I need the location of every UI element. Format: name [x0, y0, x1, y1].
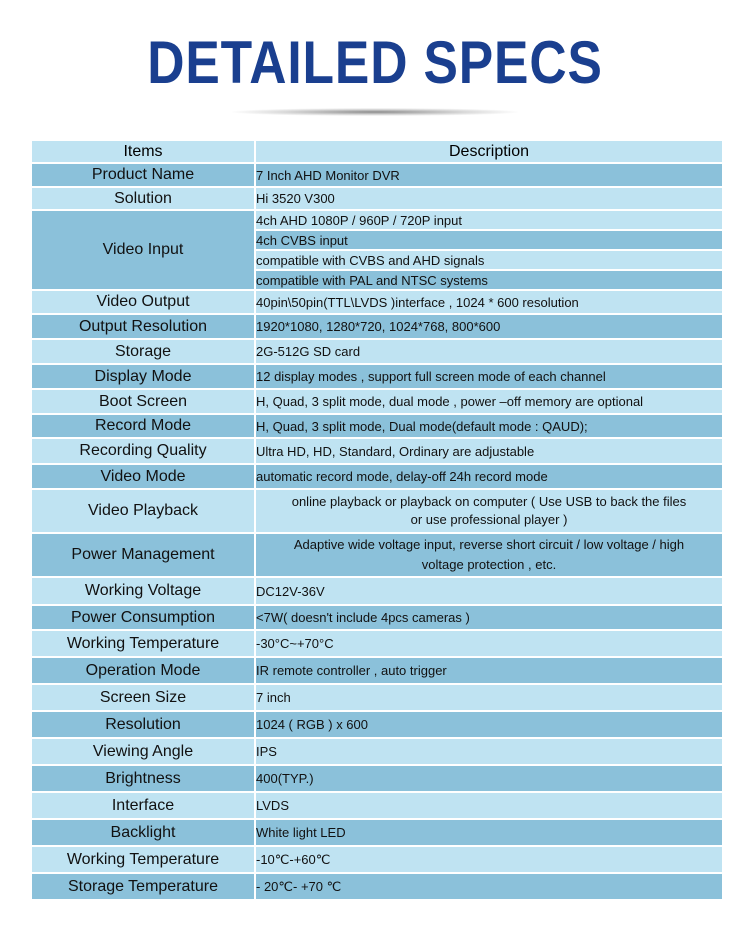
spec-value-line: Adaptive wide voltage input, reverse short circuit / low voltage / high — [293, 537, 685, 552]
spec-value: 4ch AHD 1080P / 960P / 720P input — [255, 210, 723, 230]
spec-value: 7 inch — [255, 684, 723, 711]
spec-value-line: voltage protection , etc. — [421, 557, 557, 572]
table-row — [31, 657, 723, 684]
spec-value: 1024 ( RGB ) x 600 — [255, 711, 723, 738]
table-row — [31, 792, 723, 819]
spec-value: LVDS — [255, 792, 723, 819]
spec-label: Product Name — [31, 163, 255, 187]
spec-label: Storage Temperature — [31, 873, 255, 900]
table-row — [31, 438, 723, 464]
spec-label: Interface — [31, 792, 255, 819]
table-row — [31, 210, 723, 230]
spec-label: Storage — [31, 339, 255, 364]
table-row — [31, 873, 723, 900]
table-row — [31, 630, 723, 657]
spec-label: Solution — [31, 187, 255, 210]
specs-table — [30, 139, 724, 901]
spec-label: Video Input — [31, 210, 255, 290]
spec-label: Boot Screen — [31, 389, 255, 414]
spec-label: Video Playback — [31, 489, 255, 533]
spec-value: compatible with PAL and NTSC systems — [255, 270, 723, 290]
spec-label: Backlight — [31, 819, 255, 846]
spec-label: Operation Mode — [31, 657, 255, 684]
table-row — [31, 489, 723, 533]
table-row — [31, 605, 723, 630]
table-row — [31, 389, 723, 414]
spec-value: 7 Inch AHD Monitor DVR — [255, 163, 723, 187]
spec-label: Screen Size — [31, 684, 255, 711]
table-row — [31, 364, 723, 389]
spec-value: Ultra HD, HD, Standard, Ordinary are adjustable — [255, 438, 723, 464]
spec-value: 1920*1080, 1280*720, 1024*768, 800*600 — [255, 314, 723, 339]
page-title: DETAILED SPECS — [147, 29, 603, 96]
spec-label: Record Mode — [31, 414, 255, 438]
table-row — [31, 577, 723, 605]
header-description: Description — [255, 140, 723, 163]
spec-label: Working Voltage — [31, 577, 255, 605]
table-row — [31, 738, 723, 765]
spec-value: <7W( doesn't include 4pcs cameras ) — [255, 605, 723, 630]
table-row — [31, 711, 723, 738]
spec-label: Power Consumption — [31, 605, 255, 630]
table-row — [31, 163, 723, 187]
spec-value: Hi 3520 V300 — [255, 187, 723, 210]
spec-value: H, Quad, 3 split mode, Dual mode(default mode : QAUD); — [255, 414, 723, 438]
spec-label: Resolution — [31, 711, 255, 738]
table-row — [31, 290, 723, 314]
spec-label: Working Temperature — [31, 630, 255, 657]
spec-value: White light LED — [255, 819, 723, 846]
spec-value: IR remote controller , auto trigger — [255, 657, 723, 684]
spec-label: Recording Quality — [31, 438, 255, 464]
spec-value-line: or use professional player ) — [410, 512, 568, 527]
spec-label: Video Mode — [31, 464, 255, 489]
spec-value: 2G-512G SD card — [255, 339, 723, 364]
spec-label: Power Management — [31, 533, 255, 577]
table-row — [31, 533, 723, 577]
title-underline-shadow — [232, 108, 518, 116]
spec-value-line: online playback or playback on computer ( Use USB to back the files — [291, 494, 687, 509]
spec-value: 12 display modes , support full screen mode of each channel — [255, 364, 723, 389]
spec-value: H, Quad, 3 split mode, dual mode , power –off memory are optional — [255, 389, 723, 414]
spec-value: - 20℃- +70 ℃ — [255, 873, 723, 900]
header-items: Items — [31, 140, 255, 163]
table-row — [31, 339, 723, 364]
table-row — [31, 464, 723, 489]
table-row — [31, 187, 723, 210]
spec-value — [255, 533, 723, 577]
spec-label: Output Resolution — [31, 314, 255, 339]
spec-value: 4ch CVBS input — [255, 230, 723, 250]
spec-value — [255, 489, 723, 533]
spec-value: IPS — [255, 738, 723, 765]
table-row — [31, 819, 723, 846]
spec-value: 400(TYP.) — [255, 765, 723, 792]
table-row — [31, 414, 723, 438]
spec-label: Working Temperature — [31, 846, 255, 873]
spec-label: Viewing Angle — [31, 738, 255, 765]
table-row — [31, 314, 723, 339]
table-row — [31, 684, 723, 711]
spec-value: -30°C~+70°C — [255, 630, 723, 657]
spec-value: DC12V-36V — [255, 577, 723, 605]
table-header-row — [31, 140, 723, 163]
spec-label: Video Output — [31, 290, 255, 314]
spec-value: compatible with CVBS and AHD signals — [255, 250, 723, 270]
spec-value: automatic record mode, delay-off 24h record mode — [255, 464, 723, 489]
table-row — [31, 765, 723, 792]
spec-value: -10℃-+60℃ — [255, 846, 723, 873]
table-row — [31, 846, 723, 873]
spec-label: Display Mode — [31, 364, 255, 389]
spec-label: Brightness — [31, 765, 255, 792]
spec-value: 40pin\50pin(TTL\LVDS )interface , 1024 * 600 resolution — [255, 290, 723, 314]
